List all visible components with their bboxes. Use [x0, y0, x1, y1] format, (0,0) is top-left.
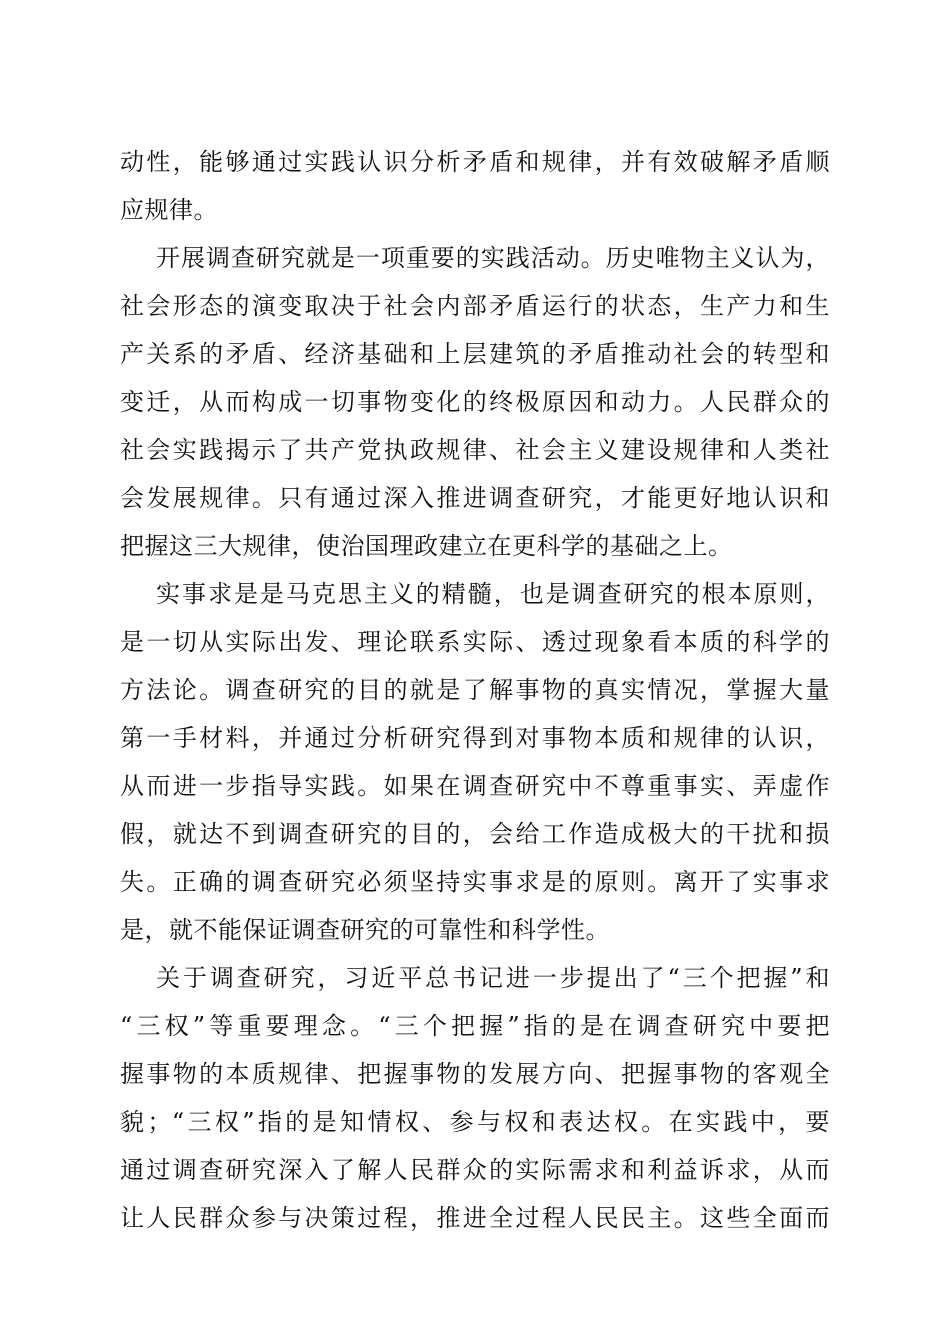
text-line: 从而进一步指导实践。如果在调查研究中不尊重事实、弄虚作	[120, 772, 830, 800]
body-text	[120, 138, 830, 1242]
text-line: 把握这三大规律，使治国理政建立在更科学的基础之上。	[120, 532, 733, 560]
text-line: 是一切从实际出发、理论联系实际、透过现象看本质的科学的	[120, 628, 830, 656]
text-line: 貌；“三权”指的是知情权、参与权和表达权。在实践中，要	[120, 1108, 830, 1136]
text-line: 变迁，从而构成一切事物变化的终极原因和动力。人民群众的	[120, 388, 830, 416]
text-line: 让人民群众参与决策过程，推进全过程人民民主。这些全面而	[120, 1204, 830, 1232]
text-line: 应规律。	[120, 196, 218, 224]
text-line: 假，就达不到调查研究的目的，会给工作造成极大的干扰和损	[120, 820, 830, 848]
text-line: 会发展规律。只有通过深入推进调查研究，才能更好地认识和	[120, 484, 830, 512]
paragraph-first-line: 开展调查研究就是一项重要的实践活动。历史唯物主义认为，	[156, 244, 830, 272]
text-line: 社会实践揭示了共产党执政规律、社会主义建设规律和人类社	[120, 436, 830, 464]
paragraph-first-line: 实事求是是马克思主义的精髓，也是调查研究的根本原则，	[156, 580, 830, 608]
text-line: 是，就不能保证调查研究的可靠性和科学性。	[120, 916, 610, 944]
text-line: 失。正确的调查研究必须坚持实事求是的原则。离开了实事求	[120, 868, 830, 896]
text-line: 产关系的矛盾、经济基础和上层建筑的矛盾推动社会的转型和	[120, 340, 830, 368]
text-line: 动性，能够通过实践认识分析矛盾和规律，并有效破解矛盾顺	[120, 148, 830, 176]
text-line: “三权”等重要理念。“三个把握”指的是在调查研究中要把	[120, 1012, 830, 1040]
text-line: 通过调查研究深入了解人民群众的实际需求和利益诉求，从而	[120, 1156, 830, 1184]
text-line: 社会形态的演变取决于社会内部矛盾运行的状态，生产力和生	[120, 292, 830, 320]
paragraph-first-line: 关于调查研究，习近平总书记进一步提出了“三个把握”和	[156, 964, 830, 992]
text-line: 第一手材料，并通过分析研究得到对事物本质和规律的认识，	[120, 724, 830, 752]
text-line: 握事物的本质规律、把握事物的发展方向、把握事物的客观全	[120, 1060, 830, 1088]
text-line: 方法论。调查研究的目的就是了解事物的真实情况，掌握大量	[120, 676, 830, 704]
